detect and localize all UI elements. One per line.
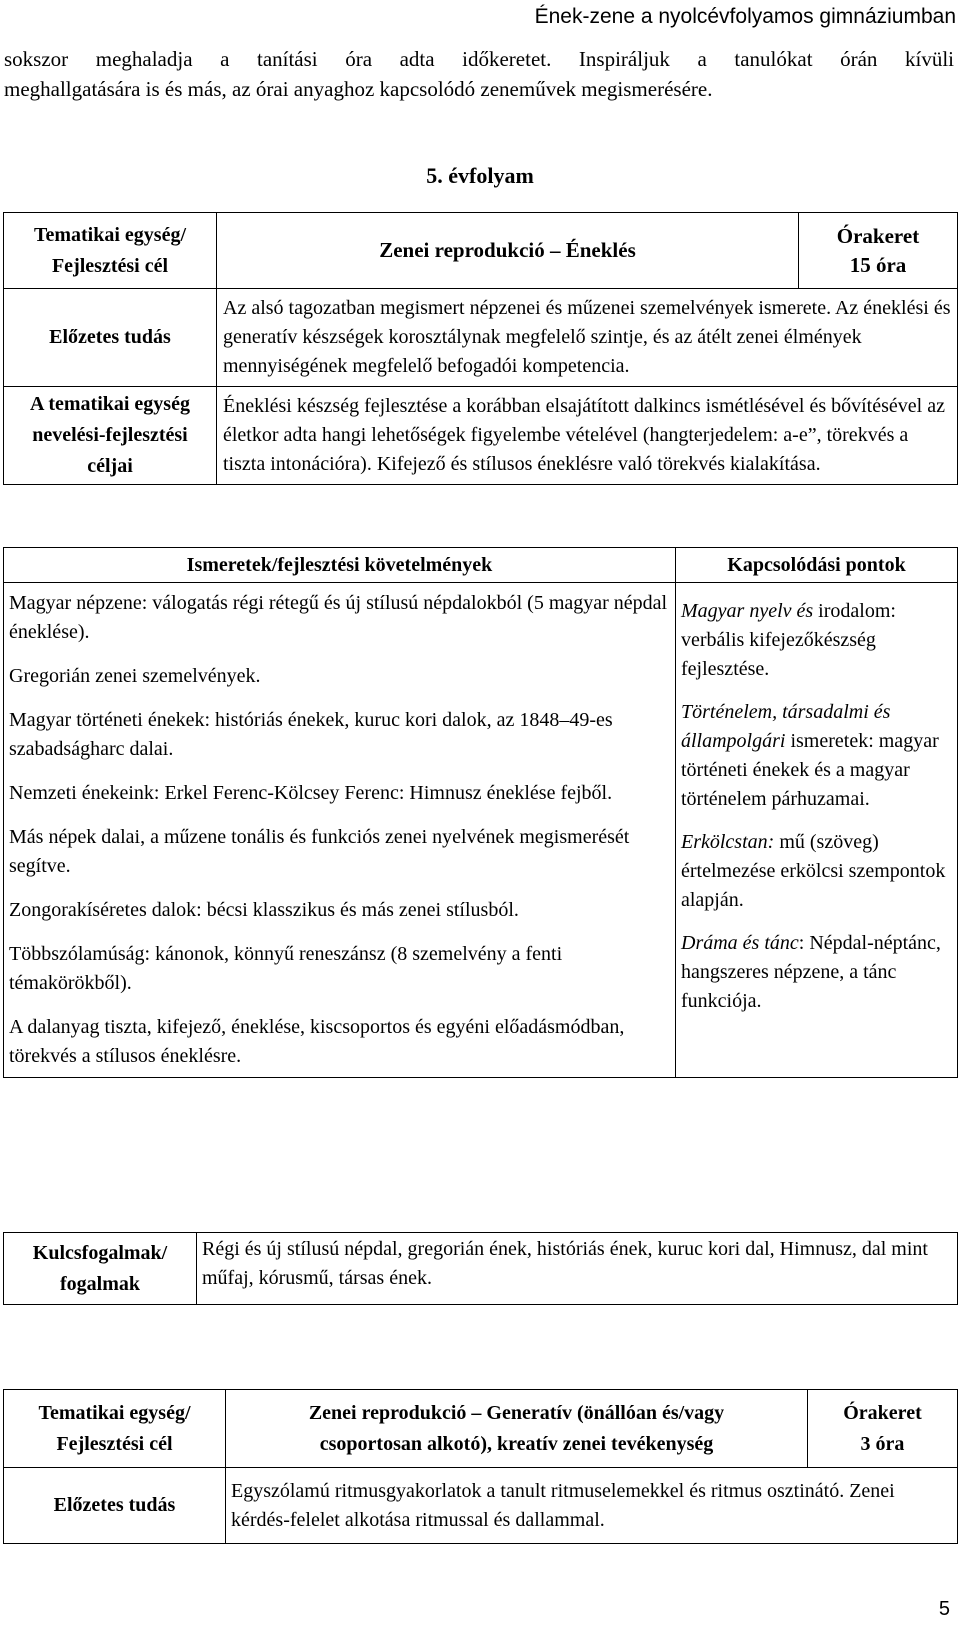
- intro-paragraph: [4, 44, 954, 104]
- req-item: Gregorián zenei szemelvények.: [9, 665, 261, 687]
- req-item: Zongorakíséretes dalok: bécsi klasszikus és más zenei stílusból.: [9, 899, 519, 921]
- unit1-header-row: [4, 213, 958, 289]
- keywords-label: Kulcsfogalmak/ fogalmak: [4, 1233, 197, 1305]
- unit2-hours: Órakeret 3 óra: [808, 1390, 958, 1468]
- link-item: Erkölcstan: mű (szöveg) értelmezése erkölcsi szempontok alapján.: [681, 831, 946, 911]
- unit2-table: [3, 1389, 958, 1544]
- req-item: Nemzeti énekeink: Erkel Ferenc-Kölcsey Ferenc: Himnusz éneklése fejből.: [9, 782, 613, 804]
- keywords-row: [4, 1233, 958, 1305]
- grade-title: 5. évfolyam: [426, 163, 534, 188]
- req-item: Magyar népzene: válogatás régi rétegű és új stílusú népdalokból (5 magyar népdal éneklése).: [9, 592, 668, 643]
- unit1-content-table: [3, 547, 958, 1078]
- page-number: 5: [938, 1598, 950, 1620]
- unit1-prior-text: Az alsó tagozatban megismert népzenei és műzenei szemelvények ismerete. Az éneklési és generatív készségek korosztálynak megfelelő szintje, és az átélt zenei élmények mennyiségének megfelelő befogadói kompetencia.: [217, 289, 958, 387]
- intro-line-1: sokszor meghaladja a tanítási óra adta időkeretet. Inspiráljuk a tanulókat órán kívüli: [4, 47, 954, 71]
- link-item: Dráma és tánc: Népdal-néptánc, hangszeres népzene, a tánc funkciója.: [681, 932, 941, 1012]
- unit1-hours: Órakeret 15 óra: [799, 213, 958, 289]
- link-item: Történelem, társadalmi és állampolgári ismeretek: magyar történeti énekek és a magyar történelem párhuzamai.: [681, 701, 939, 810]
- unit1-title: Zenei reprodukció – Éneklés: [217, 213, 799, 289]
- unit1-prior-row: [4, 289, 958, 387]
- req-item: Többszólamúság: kánonok, könnyű reneszánsz (8 szemelvény a fenti témakörökből).: [9, 943, 563, 994]
- req-header: Ismeretek/fejlesztési követelmények: [4, 548, 676, 583]
- running-header: Ének-zene a nyolcévfolyamos gimnáziumban: [534, 5, 956, 28]
- unit1-goals-text: Éneklési készség fejlesztése a korábban elsajátított dalkincs ismétlésével és bővítésével az életkor adta hangi lehetőségek figyelembe vételével (hangterjedelem: a-e”, törekvés a tiszta intonációra). Kifejező és stílusos éneklésre való törekvés kialakítása.: [217, 387, 958, 485]
- links-header: Kapcsolódási pontok: [676, 548, 958, 583]
- unit1-prior-label: Előzetes tudás: [4, 289, 217, 387]
- unit2-header-row: [4, 1390, 958, 1468]
- intro-line-2: meghallgatására is és más, az órai anyaghoz kapcsolódó zeneművek megismerésére.: [4, 77, 713, 101]
- unit1-table: [3, 212, 958, 485]
- unit2-title: Zenei reprodukció – Generatív (önállóan és/vagy csoportosan alkotó), kreatív zenei tevékenység: [226, 1390, 808, 1468]
- keywords-text: Régi és új stílusú népdal, gregorián ének, históriás ének, kuruc kori dal, Himnusz, dal mint műfaj, kórusmű, társas ének.: [197, 1233, 958, 1305]
- req-list: [4, 583, 676, 1078]
- unit1-content-header-row: [4, 548, 958, 583]
- unit2-prior-text: Egyszólamú ritmusgyakorlatok a tanult ritmuselemekkel és ritmus osztinátó. Zenei kérdés-felelet alkotása ritmussal és dallammal.: [226, 1468, 958, 1544]
- unit2-prior-label: Előzetes tudás: [4, 1468, 226, 1544]
- unit1-goals-row: [4, 387, 958, 485]
- unit1-goals-label: A tematikai egység nevelési-fejlesztési céljai: [4, 387, 217, 485]
- unit1-topic-label: Tematikai egység/ Fejlesztési cél: [4, 213, 217, 289]
- unit1-content-row: [4, 583, 958, 1078]
- unit1-keywords-table: [3, 1232, 958, 1305]
- link-item: Magyar nyelv és irodalom: verbális kifejezőkészség fejlesztése.: [681, 600, 896, 680]
- req-item: Más népek dalai, a műzene tonális és funkciós zenei nyelvének megismerését segítve.: [9, 826, 630, 877]
- unit2-prior-row: [4, 1468, 958, 1544]
- req-item: Magyar történeti énekek: históriás énekek, kuruc kori dalok, az 1848–49-es szabadságharc dalai.: [9, 709, 613, 760]
- links-list: [676, 583, 958, 1078]
- unit2-topic-label: Tematikai egység/ Fejlesztési cél: [4, 1390, 226, 1468]
- req-item: A dalanyag tiszta, kifejező, éneklése, kiscsoportos és egyéni előadásmódban, törekvés a stílusos éneklésre.: [9, 1016, 625, 1067]
